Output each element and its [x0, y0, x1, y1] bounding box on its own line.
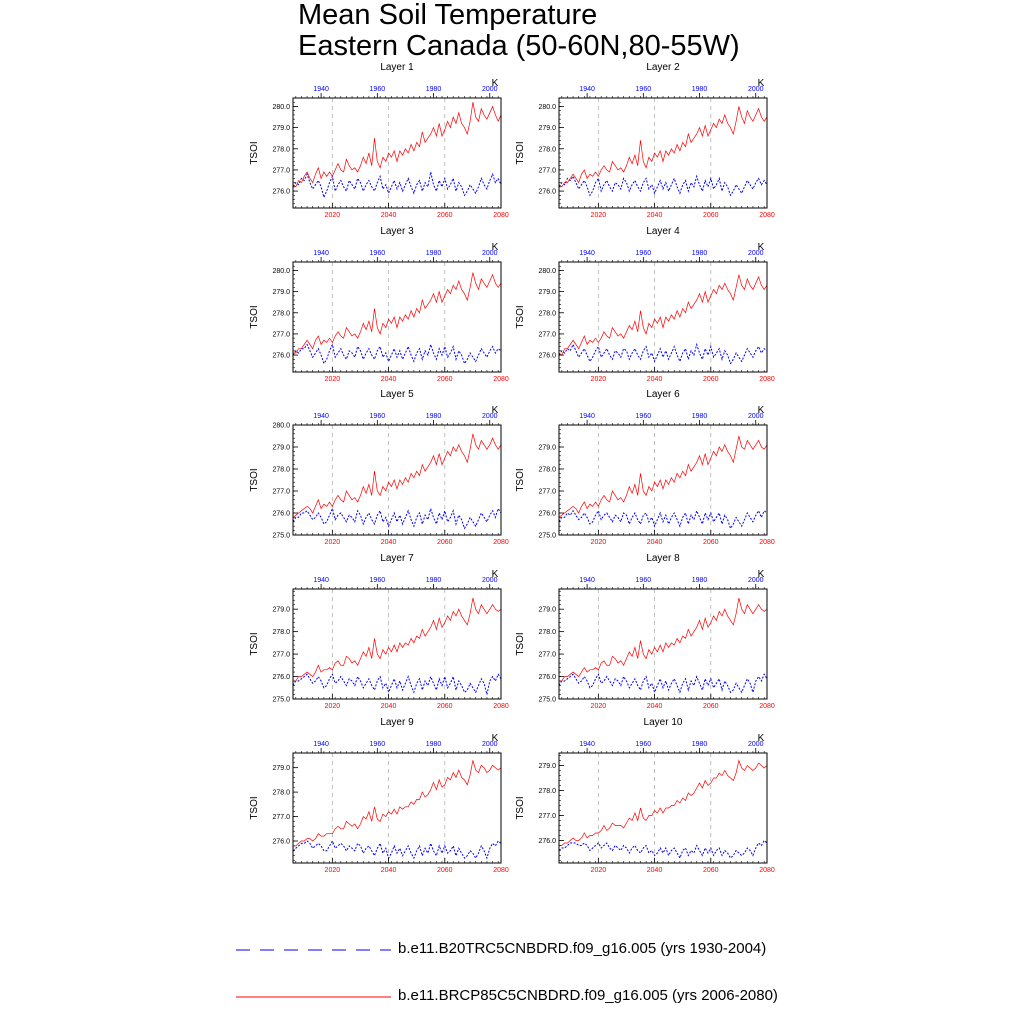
series-line-future [293, 273, 501, 353]
panel-title: Layer 8 [646, 553, 680, 564]
units-label: K [491, 405, 499, 416]
y-axis-label: TSOI [249, 632, 260, 656]
x-top-tick-label: 1980 [425, 413, 442, 420]
y-tick-label: 275.0 [272, 532, 290, 540]
y-tick-label: 278.0 [272, 146, 290, 154]
chart-panel-5 [249, 389, 509, 546]
y-tick-label: 280.0 [538, 267, 556, 275]
y-tick-label: 278.0 [538, 629, 556, 637]
x-top-tick-label: 2000 [481, 250, 498, 257]
plot-frame [559, 262, 767, 372]
plot-frame [293, 589, 501, 699]
units-label: K [757, 405, 765, 416]
x-bottom-tick-label: 2040 [646, 376, 663, 383]
plot-frame [293, 98, 501, 208]
plot-frame [559, 753, 767, 863]
y-axis-label: TSOI [515, 632, 526, 656]
series-line-future [559, 436, 767, 517]
y-tick-label: 278.0 [272, 789, 290, 797]
x-bottom-tick-label: 2020 [590, 376, 607, 383]
y-tick-label: 279.0 [272, 444, 290, 452]
y-tick-label: 279.0 [538, 763, 556, 770]
series-line-future [293, 760, 501, 846]
y-tick-label: 278.0 [272, 466, 290, 474]
x-top-tick-label: 1980 [691, 577, 708, 584]
y-tick-label: 275.0 [272, 696, 290, 704]
series-line-future [559, 275, 767, 355]
x-top-tick-label: 1980 [691, 86, 708, 93]
x-top-tick-label: 1980 [425, 577, 442, 584]
y-tick-label: 280.0 [272, 422, 290, 430]
x-bottom-tick-label: 2060 [436, 539, 453, 546]
x-top-tick-label: 1980 [425, 741, 442, 748]
y-tick-label: 279.0 [272, 765, 290, 773]
legend-label-future: b.e11.BRCP85C5CNBDRD.f09_g16.005 (yrs 2006-2080) [398, 987, 778, 1004]
x-bottom-tick-label: 2040 [380, 212, 397, 219]
y-tick-label: 277.0 [538, 651, 556, 659]
x-bottom-tick-label: 2080 [493, 376, 509, 383]
units-label: K [491, 242, 499, 253]
x-bottom-tick-label: 2080 [493, 867, 509, 874]
x-bottom-tick-label: 2060 [436, 703, 453, 710]
y-tick-label: 277.0 [538, 331, 556, 339]
x-top-tick-label: 2000 [747, 577, 764, 584]
y-tick-label: 276.0 [272, 674, 290, 682]
y-tick-label: 275.0 [538, 696, 556, 704]
y-tick-label: 278.0 [538, 788, 556, 795]
x-bottom-tick-label: 2080 [759, 376, 775, 383]
y-tick-label: 275.0 [538, 532, 556, 540]
x-top-tick-label: 1960 [635, 86, 652, 93]
panel-title: Layer 5 [380, 389, 414, 400]
chart-panel-2 [515, 62, 775, 219]
y-tick-label: 279.0 [538, 444, 556, 452]
x-bottom-tick-label: 2020 [590, 212, 607, 219]
chart-panel-7 [249, 553, 509, 710]
x-top-tick-label: 1940 [579, 577, 595, 584]
y-tick-label: 277.0 [538, 488, 556, 496]
x-top-tick-label: 1940 [313, 577, 329, 584]
y-tick-label: 277.0 [272, 331, 290, 339]
units-label: K [491, 78, 499, 89]
series-line-historical [293, 674, 501, 694]
y-tick-label: 278.0 [538, 466, 556, 474]
series-line-historical [559, 674, 767, 692]
plot-frame [293, 262, 501, 372]
y-tick-label: 276.0 [272, 838, 290, 846]
x-top-tick-label: 1940 [313, 250, 329, 257]
units-label: K [491, 569, 499, 580]
y-tick-label: 277.0 [272, 488, 290, 496]
x-bottom-tick-label: 2060 [702, 376, 719, 383]
y-tick-label: 278.0 [272, 310, 290, 318]
y-axis-label: TSOI [515, 305, 526, 329]
x-bottom-tick-label: 2080 [493, 703, 509, 710]
chart-panel-6 [515, 389, 775, 546]
series-line-historical [293, 172, 501, 197]
series-line-future [293, 102, 501, 187]
series-line-historical [559, 841, 767, 859]
x-top-tick-label: 1940 [313, 413, 329, 420]
x-top-tick-label: 1960 [369, 577, 386, 584]
y-tick-label: 279.0 [538, 289, 556, 297]
panel-title: Layer 4 [646, 226, 680, 237]
x-top-tick-label: 1940 [579, 741, 595, 748]
x-bottom-tick-label: 2020 [324, 703, 341, 710]
y-axis-label: TSOI [515, 141, 526, 165]
x-bottom-tick-label: 2060 [436, 376, 453, 383]
y-tick-label: 277.0 [272, 651, 290, 659]
x-bottom-tick-label: 2060 [702, 703, 719, 710]
x-top-tick-label: 1980 [691, 413, 708, 420]
y-tick-label: 280.0 [538, 103, 556, 111]
y-tick-label: 279.0 [272, 125, 290, 133]
x-bottom-tick-label: 2040 [646, 212, 663, 219]
panel-title: Layer 6 [646, 389, 680, 400]
x-bottom-tick-label: 2020 [324, 376, 341, 383]
series-line-historical [559, 511, 767, 529]
plot-frame [559, 98, 767, 208]
chart-panel-10 [515, 717, 775, 874]
x-top-tick-label: 2000 [747, 413, 764, 420]
x-top-tick-label: 1940 [579, 86, 595, 93]
x-bottom-tick-label: 2040 [380, 703, 397, 710]
chart-panel-3 [249, 226, 509, 383]
title-line-2: Eastern Canada (50-60N,80-55W) [298, 30, 740, 62]
title-line-1: Mean Soil Temperature [298, 0, 598, 31]
panel-title: Layer 10 [643, 717, 683, 728]
series-line-historical [293, 841, 501, 858]
plot-frame [559, 589, 767, 699]
y-axis-label: TSOI [249, 305, 260, 329]
units-label: K [757, 78, 765, 89]
y-axis-label: TSOI [515, 468, 526, 492]
x-top-tick-label: 2000 [481, 741, 498, 748]
y-tick-label: 276.0 [538, 838, 556, 845]
x-top-tick-label: 1960 [369, 741, 386, 748]
series-line-historical [293, 345, 501, 364]
y-tick-label: 276.0 [272, 188, 290, 196]
series-line-future [559, 598, 767, 681]
x-top-tick-label: 2000 [747, 741, 764, 748]
y-axis-label: TSOI [249, 796, 260, 820]
x-bottom-tick-label: 2080 [493, 212, 509, 219]
chart-panel-4 [515, 226, 775, 383]
x-top-tick-label: 1960 [369, 413, 386, 420]
panel-title: Layer 1 [380, 62, 414, 73]
chart-panel-9 [249, 717, 509, 874]
x-bottom-tick-label: 2080 [759, 867, 775, 874]
panel-title: Layer 3 [380, 226, 414, 237]
x-bottom-tick-label: 2060 [702, 212, 719, 219]
x-bottom-tick-label: 2060 [702, 867, 719, 874]
plot-frame [559, 425, 767, 535]
y-tick-label: 277.0 [538, 813, 556, 820]
y-axis-label: TSOI [249, 141, 260, 165]
y-tick-label: 279.0 [272, 289, 290, 297]
y-tick-label: 276.0 [538, 510, 556, 518]
y-axis-label: TSOI [515, 796, 526, 820]
x-top-tick-label: 1960 [635, 250, 652, 257]
y-tick-label: 276.0 [538, 674, 556, 682]
y-tick-label: 277.0 [538, 167, 556, 175]
series-line-future [293, 598, 501, 681]
x-bottom-tick-label: 2080 [493, 539, 509, 546]
series-line-future [559, 761, 767, 846]
x-bottom-tick-label: 2040 [646, 703, 663, 710]
x-bottom-tick-label: 2020 [324, 539, 341, 546]
x-top-tick-label: 1960 [635, 413, 652, 420]
y-tick-label: 277.0 [272, 814, 290, 822]
y-tick-label: 278.0 [272, 629, 290, 637]
x-top-tick-label: 1940 [579, 250, 595, 257]
y-tick-label: 279.0 [538, 125, 556, 133]
chart-panel-1 [249, 62, 509, 219]
x-top-tick-label: 2000 [481, 413, 498, 420]
y-tick-label: 280.0 [272, 103, 290, 111]
series-line-historical [559, 345, 767, 364]
y-tick-label: 278.0 [538, 146, 556, 154]
panel-title: Layer 9 [380, 717, 414, 728]
x-bottom-tick-label: 2040 [380, 867, 397, 874]
y-tick-label: 276.0 [538, 352, 556, 360]
x-top-tick-label: 1940 [313, 741, 329, 748]
x-top-tick-label: 1960 [635, 741, 652, 748]
x-top-tick-label: 2000 [747, 86, 764, 93]
y-tick-label: 279.0 [538, 606, 556, 614]
chart-panel-8 [515, 553, 775, 710]
x-bottom-tick-label: 2080 [759, 703, 775, 710]
x-bottom-tick-label: 2060 [436, 867, 453, 874]
x-top-tick-label: 1980 [425, 250, 442, 257]
legend-label-historical: b.e11.B20TRC5CNBDRD.f09_g16.005 (yrs 1930-2004) [398, 940, 767, 957]
y-tick-label: 276.0 [272, 352, 290, 360]
x-bottom-tick-label: 2080 [759, 539, 775, 546]
x-bottom-tick-label: 2040 [646, 867, 663, 874]
x-bottom-tick-label: 2040 [380, 539, 397, 546]
x-top-tick-label: 1980 [425, 86, 442, 93]
series-line-historical [293, 509, 501, 529]
units-label: K [757, 242, 765, 253]
x-bottom-tick-label: 2060 [436, 212, 453, 219]
x-bottom-tick-label: 2040 [646, 539, 663, 546]
panel-title: Layer 2 [646, 62, 680, 73]
units-label: K [757, 569, 765, 580]
series-line-historical [559, 176, 767, 195]
x-top-tick-label: 2000 [481, 577, 498, 584]
x-bottom-tick-label: 2020 [590, 867, 607, 874]
x-bottom-tick-label: 2020 [590, 539, 607, 546]
y-tick-label: 276.0 [272, 510, 290, 518]
x-top-tick-label: 1960 [369, 86, 386, 93]
y-axis-label: TSOI [249, 468, 260, 492]
x-bottom-tick-label: 2020 [324, 867, 341, 874]
y-tick-label: 277.0 [272, 167, 290, 175]
x-top-tick-label: 2000 [747, 250, 764, 257]
y-tick-label: 276.0 [538, 188, 556, 196]
y-tick-label: 278.0 [538, 310, 556, 318]
x-bottom-tick-label: 2060 [702, 539, 719, 546]
units-label: K [757, 733, 765, 744]
x-bottom-tick-label: 2020 [324, 212, 341, 219]
series-line-future [293, 434, 501, 518]
plot-frame [293, 753, 501, 863]
x-top-tick-label: 1960 [369, 250, 386, 257]
y-tick-label: 280.0 [272, 267, 290, 275]
units-label: K [491, 733, 499, 744]
panel-title: Layer 7 [380, 553, 414, 564]
x-top-tick-label: 1960 [635, 577, 652, 584]
x-bottom-tick-label: 2020 [590, 703, 607, 710]
x-top-tick-label: 2000 [481, 86, 498, 93]
x-top-tick-label: 1940 [579, 413, 595, 420]
x-top-tick-label: 1980 [691, 250, 708, 257]
x-bottom-tick-label: 2080 [759, 212, 775, 219]
x-top-tick-label: 1980 [691, 741, 708, 748]
x-top-tick-label: 1940 [313, 86, 329, 93]
x-bottom-tick-label: 2040 [380, 376, 397, 383]
y-tick-label: 279.0 [272, 606, 290, 614]
series-line-future [559, 107, 767, 187]
